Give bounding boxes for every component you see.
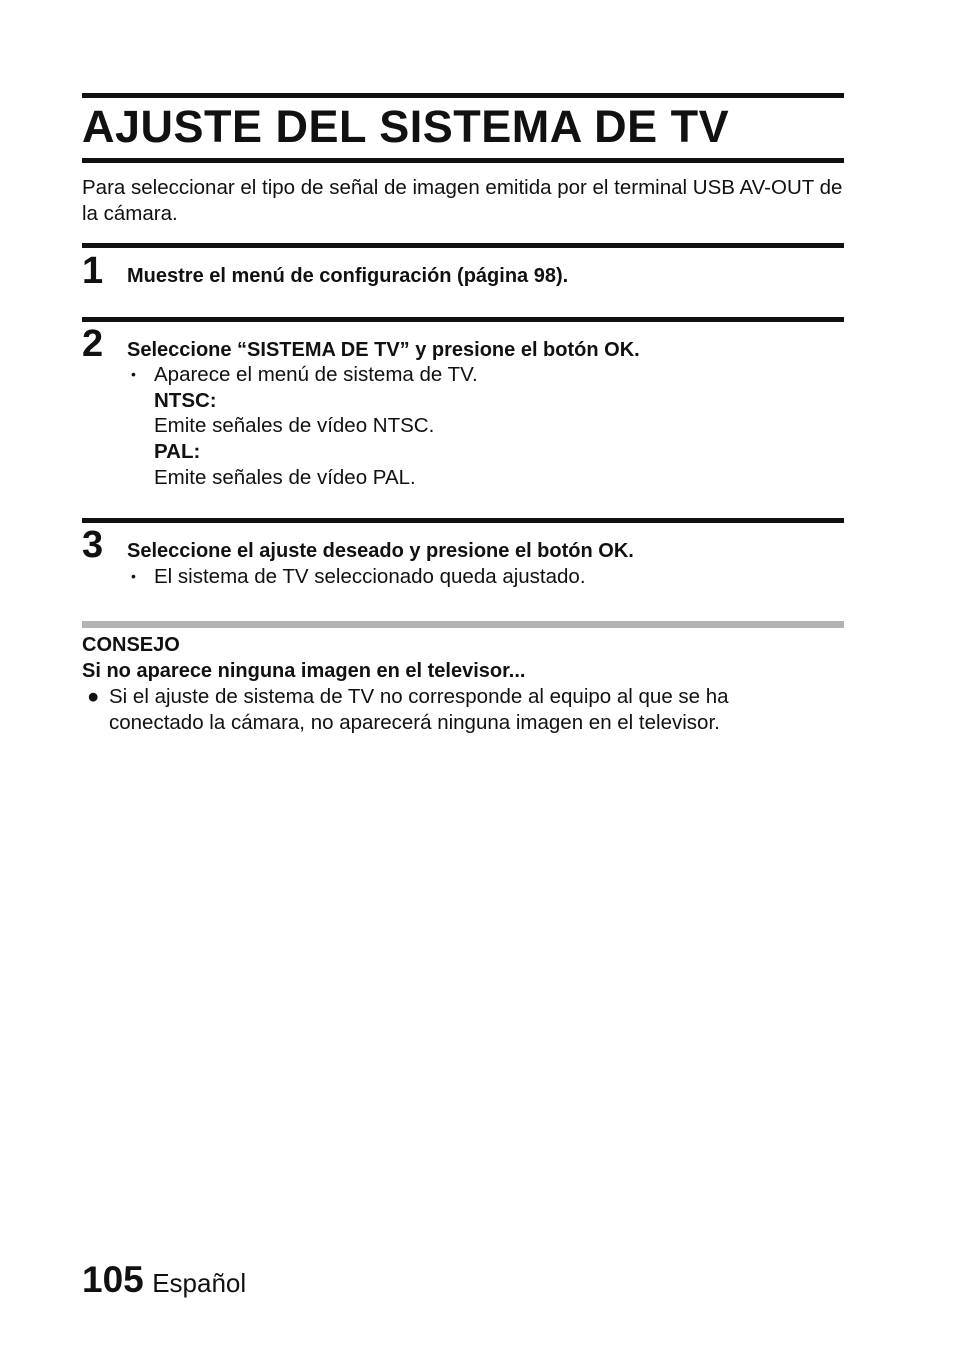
- step-1-rule: [82, 243, 844, 248]
- step-2-heading: Seleccione “SISTEMA DE TV” y presione el botón OK.: [127, 339, 640, 361]
- title-top-rule: [82, 93, 844, 98]
- intro-paragraph: Para seleccionar el tipo de señal de imagen emitida por el terminal USB AV-OUT de la cámara.: [82, 176, 843, 225]
- tip-text: Si el ajuste de sistema de TV no corresponde al equipo al que se ha conectado la cámara, no aparecerá ninguna imagen en el televisor.: [109, 685, 729, 734]
- tip-subtitle: Si no aparece ninguna imagen en el televisor...: [82, 660, 526, 682]
- step-2-bullet-text: Aparece el menú de sistema de TV.: [154, 363, 478, 386]
- page-number: 105: [82, 1259, 144, 1300]
- title-bottom-rule: [82, 158, 844, 163]
- tip-title: CONSEJO: [82, 634, 180, 656]
- tip-bullet: [82, 684, 822, 736]
- page-footer: [82, 1258, 246, 1305]
- step-3-rule: [82, 518, 844, 523]
- option-ntsc-description: Emite señales de vídeo NTSC.: [154, 414, 435, 438]
- tip-body: [82, 684, 822, 736]
- step-3-body: [127, 564, 586, 590]
- step-1-number: 1: [82, 250, 104, 292]
- bullet-dot: ●: [87, 685, 100, 708]
- tip-rule: [82, 621, 844, 628]
- step-1-heading: Muestre el menú de configuración (página 98).: [127, 265, 569, 287]
- step-2-bullet: [127, 362, 478, 388]
- page-title: AJUSTE DEL SISTEMA DE TV: [82, 101, 730, 152]
- bullet-dot: •: [131, 366, 136, 382]
- option-pal-label: PAL:: [154, 440, 201, 464]
- step-3-bullet-text: El sistema de TV seleccionado queda ajustado.: [154, 565, 586, 588]
- bullet-dot: •: [131, 568, 136, 584]
- step-3-number: 3: [82, 524, 104, 566]
- option-pal-description: Emite señales de vídeo PAL.: [154, 465, 416, 489]
- step-2-number: 2: [82, 323, 104, 365]
- step-3-heading: Seleccione el ajuste deseado y presione el botón OK.: [127, 540, 634, 562]
- step-3-bullet: [127, 564, 586, 590]
- step-2-rule: [82, 317, 844, 322]
- option-ntsc-label: NTSC:: [154, 388, 217, 412]
- step-2-body: [127, 362, 478, 491]
- language-label: Español: [152, 1268, 247, 1298]
